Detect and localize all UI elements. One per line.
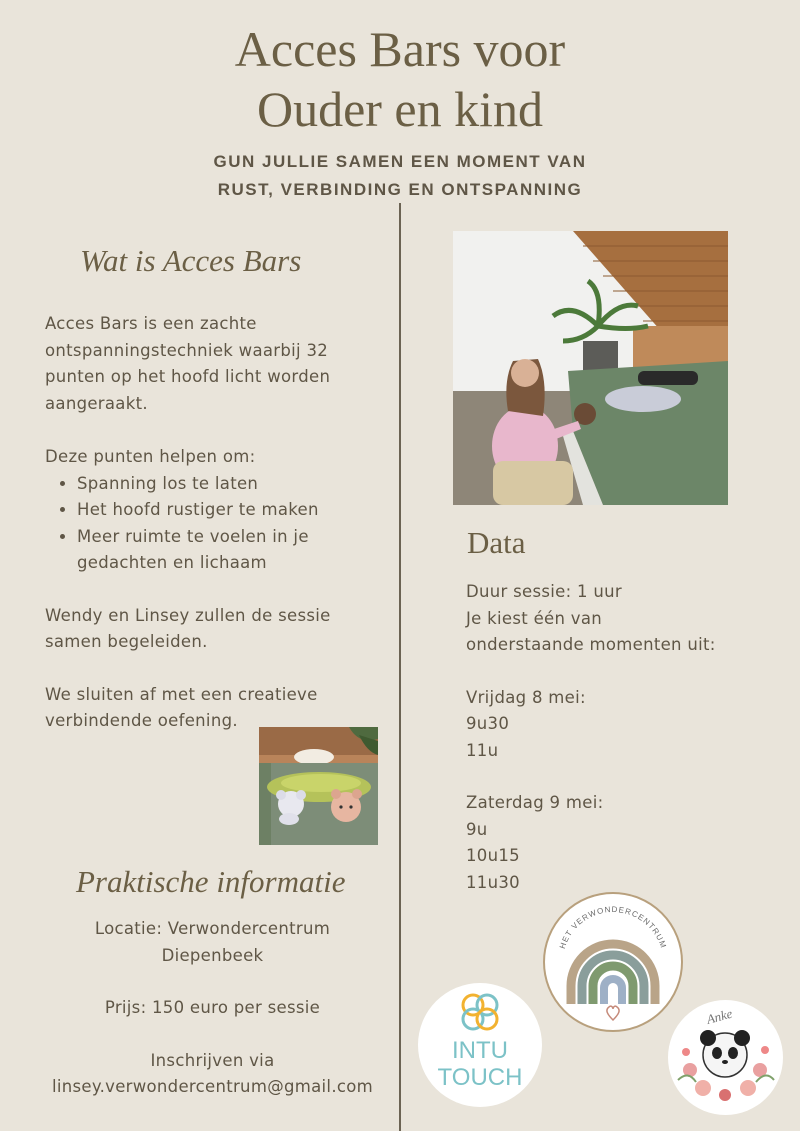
list-item: • Spanning los te laten xyxy=(77,471,375,498)
day2-time: 9u xyxy=(466,819,488,839)
list-item: • Het hoofd rustiger te maken xyxy=(77,497,375,524)
guides-paragraph: Wendy en Linsey zullen de sessie samen begeleiden. xyxy=(45,605,331,651)
day1-time: 11u xyxy=(466,740,499,760)
day1-time: 9u30 xyxy=(466,714,510,733)
practical-info-heading: Praktische informatie xyxy=(76,864,346,899)
day2-time: 10u15 xyxy=(466,846,520,865)
artist-logo-text: Anke xyxy=(704,1005,734,1027)
choose-text-line1: Je kiest één van xyxy=(466,608,603,628)
location-line2: Diepenbeek xyxy=(161,945,264,965)
choose-text-line2: onderstaande momenten uit: xyxy=(466,635,716,654)
subtitle-line2: RUST, VERBINDING EN ONTSPANNING xyxy=(217,180,583,199)
signup-email[interactable]: linsey.verwondercentrum@gmail.com xyxy=(52,1077,373,1096)
subtitle-line1: GUN JULLIE SAMEN EEN MOMENT VAN xyxy=(213,152,587,171)
closing-paragraph: We sluiten af met een creatieve verbindende oefening. xyxy=(45,684,318,730)
signup-label: Inschrijven via xyxy=(150,1050,275,1070)
intu-logo-line1: INTU xyxy=(452,1037,508,1064)
data-heading: Data xyxy=(467,525,526,560)
intro-paragraph: Acces Bars is een zachte ontspanningstechniek waarbij 32 punten op het hoofd licht worden aangeraakt. xyxy=(45,314,331,413)
benefits-list xyxy=(45,471,375,577)
intu-logo-line2: TOUCH xyxy=(437,1064,523,1091)
intro-text-block xyxy=(45,311,375,735)
intu-touch-logo xyxy=(418,983,542,1107)
location-line1: Locatie: Verwondercentrum xyxy=(94,919,331,938)
verwondercentrum-logo-text: HET VERWONDERCENTRUM xyxy=(557,904,669,950)
page-title-line1: Acces Bars voor xyxy=(234,21,566,77)
price-text: Prijs: 150 euro per sessie xyxy=(104,998,321,1017)
verwondercentrum-logo xyxy=(543,892,683,1032)
acces-bars-heading: Wat is Acces Bars xyxy=(80,243,302,278)
list-item: • Meer ruimte te voelen in je gedachten en lichaam xyxy=(77,524,375,577)
points-intro: Deze punten helpen om: xyxy=(45,447,256,466)
day1-label: Vrijdag 8 mei: xyxy=(466,687,586,707)
session-photo xyxy=(453,231,728,505)
duration-text: Duur sessie: 1 uur xyxy=(466,582,622,601)
day2-time: 11u30 xyxy=(466,872,520,892)
schedule-block xyxy=(466,579,766,896)
plush-toys-photo xyxy=(259,727,378,845)
practical-info-block xyxy=(15,916,410,1101)
page-title-line2: Ouder en kind xyxy=(256,81,544,137)
day2-label: Zaterdag 9 mei: xyxy=(466,793,604,812)
artist-logo xyxy=(668,1000,783,1115)
